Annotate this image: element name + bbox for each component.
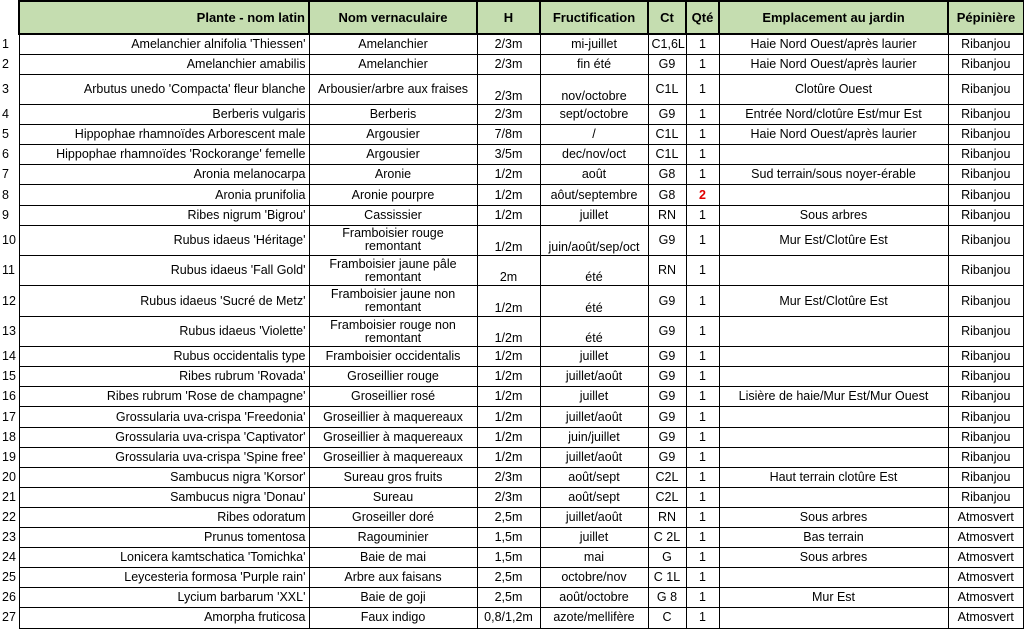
vernacular-name-cell[interactable]: Groseillier rosé (309, 387, 477, 407)
latin-name-cell[interactable]: Ribes odoratum (19, 507, 309, 527)
height-cell[interactable]: 2/3m (477, 34, 540, 54)
table-row (0, 286, 1024, 316)
latin-name-cell[interactable]: Lonicera kamtschatica 'Tomichka' (19, 548, 309, 568)
height-cell[interactable]: 0,8/1,2m (477, 608, 540, 628)
table-row (0, 347, 1024, 367)
location-cell[interactable] (719, 568, 948, 588)
height-cell[interactable]: 2,5m (477, 507, 540, 527)
vernacular-name-cell[interactable]: Baie de goji (309, 588, 477, 608)
container-cell[interactable]: G9 (648, 347, 686, 367)
latin-name-cell[interactable]: Ribes rubrum 'Rovada' (19, 367, 309, 387)
nursery-cell[interactable]: Ribanjou (948, 467, 1024, 487)
height-cell[interactable]: 1/2m (477, 165, 540, 185)
table-row (0, 165, 1024, 185)
nursery-cell[interactable]: Atmosvert (948, 588, 1024, 608)
height-cell[interactable]: 1/2m (477, 316, 540, 346)
quantity-cell[interactable]: 1 (686, 427, 719, 447)
nursery-cell[interactable]: Ribanjou (948, 165, 1024, 185)
container-cell[interactable]: C1L (648, 125, 686, 145)
quantity-cell[interactable]: 1 (686, 407, 719, 427)
nursery-cell[interactable]: Ribanjou (948, 105, 1024, 125)
table-row (0, 205, 1024, 225)
header-row (0, 1, 1024, 34)
latin-name-cell[interactable]: Hippophae rhamnoïdes 'Rockorange' femelle (19, 145, 309, 165)
latin-name-cell[interactable]: Aronia melanocarpa (19, 165, 309, 185)
row-number-cell: 8 (2, 187, 9, 202)
nursery-cell[interactable]: Ribanjou (948, 145, 1024, 165)
nursery-cell[interactable]: Atmosvert (948, 507, 1024, 527)
fructification-cell[interactable]: août/sept (540, 467, 648, 487)
container-cell[interactable]: G8 (648, 185, 686, 205)
row-number-cell: 13 (2, 324, 16, 338)
table-row (0, 387, 1024, 407)
vernacular-name-cell[interactable]: Framboisier occidentalis (309, 347, 477, 367)
location-cell[interactable]: Sous arbres (719, 507, 948, 527)
container-cell[interactable]: C 1L (648, 568, 686, 588)
container-cell[interactable]: G 8 (648, 588, 686, 608)
nursery-cell[interactable]: Ribanjou (948, 256, 1024, 286)
container-cell[interactable]: C 2L (648, 528, 686, 548)
row-number-cell: 12 (2, 293, 16, 308)
row-number-cell: 10 (2, 232, 16, 247)
container-cell[interactable]: G9 (648, 387, 686, 407)
container-cell[interactable]: C2L (648, 467, 686, 487)
vernacular-name-cell[interactable]: Cassissier (309, 205, 477, 225)
container-cell[interactable]: G9 (648, 316, 686, 346)
fructification-cell[interactable]: juin/juillet (540, 427, 648, 447)
table-row (0, 225, 1024, 255)
vernacular-name-cell[interactable]: Arbousier/arbre aux fraises (309, 74, 477, 104)
latin-name-cell[interactable]: Grossularia uva-crispa 'Freedonia' (19, 407, 309, 427)
nursery-cell[interactable]: Atmosvert (948, 568, 1024, 588)
container-cell[interactable]: G8 (648, 165, 686, 185)
table-row (0, 487, 1024, 507)
fructification-cell[interactable]: juillet/août (540, 367, 648, 387)
quantity-cell[interactable]: 1 (686, 74, 719, 104)
nursery-cell[interactable]: Atmosvert (948, 608, 1024, 628)
vernacular-name-cell[interactable]: Framboisier rouge non remontant (309, 316, 477, 346)
quantity-cell[interactable]: 1 (686, 54, 719, 74)
fructification-cell[interactable]: nov/octobre (540, 74, 648, 104)
nursery-cell[interactable]: Atmosvert (948, 528, 1024, 548)
quantity-cell[interactable]: 1 (686, 286, 719, 316)
vernacular-name-cell[interactable]: Groseillier à maquereaux (309, 407, 477, 427)
height-cell[interactable]: 1,5m (477, 548, 540, 568)
height-cell[interactable]: 2/3m (477, 487, 540, 507)
quantity-cell[interactable]: 1 (686, 487, 719, 507)
table-row (0, 367, 1024, 387)
quantity-cell[interactable]: 1 (686, 528, 719, 548)
container-cell[interactable]: RN (648, 205, 686, 225)
fructification-cell[interactable]: juillet (540, 205, 648, 225)
table-row (0, 528, 1024, 548)
container-cell[interactable]: G9 (648, 105, 686, 125)
row-number-cell: 18 (2, 429, 16, 444)
quantity-cell[interactable]: 1 (686, 105, 719, 125)
quantity-cell[interactable]: 1 (686, 34, 719, 54)
container-cell[interactable]: G9 (648, 286, 686, 316)
row-number-cell: 11 (2, 263, 15, 278)
quantity-cell[interactable]: 1 (686, 205, 719, 225)
row-number-cell: 21 (2, 489, 16, 504)
row-number-cell: 2 (2, 56, 9, 71)
row-number-cell: 23 (2, 530, 16, 545)
container-cell[interactable]: G9 (648, 407, 686, 427)
quantity-cell[interactable]: 1 (686, 507, 719, 527)
location-cell[interactable]: Mur Est (719, 588, 948, 608)
location-cell[interactable] (719, 447, 948, 467)
location-cell[interactable]: Haut terrain clotûre Est (719, 467, 948, 487)
latin-name-cell[interactable]: Rubus occidentalis type (19, 347, 309, 367)
fructification-cell[interactable]: juillet/août (540, 447, 648, 467)
row-number-cell: 15 (2, 369, 16, 384)
row-number-cell: 1 (2, 36, 9, 51)
latin-name-cell[interactable]: Leycesteria formosa 'Purple rain' (19, 568, 309, 588)
vernacular-name-cell[interactable]: Faux indigo (309, 608, 477, 628)
row-number-cell: 3 (2, 81, 9, 96)
row-number-cell: 19 (2, 449, 16, 464)
fructification-cell[interactable]: août/sept (540, 487, 648, 507)
row-number-cell: 16 (2, 389, 16, 404)
vernacular-name-cell[interactable]: Amelanchier (309, 34, 477, 54)
nursery-cell[interactable]: Atmosvert (948, 548, 1024, 568)
latin-name-cell[interactable]: Prunus tomentosa (19, 528, 309, 548)
latin-name-cell[interactable]: Grossularia uva-crispa 'Spine free' (19, 447, 309, 467)
height-cell[interactable]: 1/2m (477, 407, 540, 427)
height-cell[interactable]: 7/8m (477, 125, 540, 145)
quantity-cell[interactable]: 1 (686, 367, 719, 387)
fructification-cell[interactable]: été (540, 256, 648, 286)
location-cell[interactable] (719, 407, 948, 427)
nursery-cell[interactable]: Ribanjou (948, 316, 1024, 346)
table-row (0, 74, 1024, 104)
table-row (0, 125, 1024, 145)
vernacular-name-cell[interactable]: Arbre aux faisans (309, 568, 477, 588)
nursery-cell[interactable]: Ribanjou (948, 367, 1024, 387)
table-row (0, 256, 1024, 286)
height-cell[interactable]: 1/2m (477, 347, 540, 367)
location-cell[interactable]: Mur Est/Clotûre Est (719, 225, 948, 255)
location-cell[interactable]: Sous arbres (719, 548, 948, 568)
quantity-cell[interactable]: 1 (686, 316, 719, 346)
row-number-cell: 7 (2, 167, 9, 182)
header-vernaculaire[interactable]: Nom vernaculaire (309, 1, 477, 34)
latin-name-cell[interactable]: Amorpha fruticosa (19, 608, 309, 628)
row-number-cell: 24 (2, 550, 16, 565)
height-cell[interactable]: 1,5m (477, 528, 540, 548)
table-row (0, 185, 1024, 205)
height-cell[interactable]: 1/2m (477, 447, 540, 467)
location-cell[interactable] (719, 316, 948, 346)
row-number-cell: 5 (2, 127, 9, 142)
location-cell[interactable]: Haie Nord Ouest/après laurier (719, 34, 948, 54)
quantity-cell[interactable]: 1 (686, 145, 719, 165)
row-number-cell: 17 (2, 409, 16, 424)
fructification-cell[interactable]: août/octobre (540, 588, 648, 608)
table-row (0, 447, 1024, 467)
header-pepiniere[interactable]: Pépinière (948, 1, 1024, 34)
vernacular-name-cell[interactable]: Argousier (309, 125, 477, 145)
vernacular-name-cell[interactable]: Groseillier à maquereaux (309, 427, 477, 447)
location-cell[interactable] (719, 608, 948, 628)
vernacular-name-cell[interactable]: Groseillier à maquereaux (309, 447, 477, 467)
container-cell[interactable]: C1,6L (648, 34, 686, 54)
vernacular-name-cell[interactable]: Framboisier rouge remontant (309, 225, 477, 255)
vernacular-name-cell[interactable]: Baie de mai (309, 548, 477, 568)
container-cell[interactable]: C (648, 608, 686, 628)
location-cell[interactable] (719, 347, 948, 367)
fructification-cell[interactable]: juillet (540, 528, 648, 548)
height-cell[interactable]: 2/3m (477, 105, 540, 125)
vernacular-name-cell[interactable]: Sureau gros fruits (309, 467, 477, 487)
fructification-cell[interactable]: juillet (540, 347, 648, 367)
height-cell[interactable]: 2m (477, 256, 540, 286)
location-cell[interactable]: Lisière de haie/Mur Est/Mur Ouest (719, 387, 948, 407)
location-cell[interactable] (719, 367, 948, 387)
nursery-cell[interactable]: Ribanjou (948, 407, 1024, 427)
vernacular-name-cell[interactable]: Groseiller doré (309, 507, 477, 527)
nursery-cell[interactable]: Ribanjou (948, 185, 1024, 205)
location-cell[interactable] (719, 487, 948, 507)
quantity-cell[interactable]: 1 (686, 608, 719, 628)
table-row (0, 407, 1024, 427)
latin-name-cell[interactable]: Amelanchier alnifolia 'Thiessen' (19, 34, 309, 54)
vernacular-name-cell[interactable]: Aronie (309, 165, 477, 185)
fructification-cell[interactable]: juillet/août (540, 507, 648, 527)
vernacular-name-cell[interactable]: Groseillier rouge (309, 367, 477, 387)
fructification-cell[interactable]: mai (540, 548, 648, 568)
quantity-cell[interactable]: 2 (686, 185, 719, 205)
latin-name-cell[interactable]: Rubus idaeus 'Fall Gold' (19, 256, 309, 286)
quantity-cell[interactable]: 1 (686, 548, 719, 568)
location-cell[interactable]: Mur Est/Clotûre Est (719, 286, 948, 316)
quantity-cell[interactable]: 1 (686, 588, 719, 608)
table-row (0, 548, 1024, 568)
nursery-cell[interactable]: Ribanjou (948, 447, 1024, 467)
quantity-cell[interactable]: 1 (686, 568, 719, 588)
header-emplacement[interactable]: Emplacement au jardin (719, 1, 948, 34)
vernacular-name-cell[interactable]: Framboisier jaune pâle remontant (309, 256, 477, 286)
row-number-cell: 4 (2, 107, 9, 122)
nursery-cell[interactable]: Ribanjou (948, 225, 1024, 255)
header-fructification[interactable]: Fructification (540, 1, 648, 34)
quantity-cell[interactable]: 1 (686, 387, 719, 407)
container-cell[interactable]: G9 (648, 427, 686, 447)
fructification-cell[interactable]: août (540, 165, 648, 185)
fructification-cell[interactable]: mi-juillet (540, 34, 648, 54)
nursery-cell[interactable]: Ribanjou (948, 427, 1024, 447)
height-cell[interactable]: 1/2m (477, 427, 540, 447)
height-cell[interactable]: 1/2m (477, 367, 540, 387)
latin-name-cell[interactable]: Ribes rubrum 'Rose de champagne' (19, 387, 309, 407)
row-number-cell: 25 (2, 570, 16, 585)
latin-name-cell[interactable]: Sambucus nigra 'Korsor' (19, 467, 309, 487)
quantity-cell[interactable]: 1 (686, 447, 719, 467)
quantity-cell[interactable]: 1 (686, 256, 719, 286)
vernacular-name-cell[interactable]: Argousier (309, 145, 477, 165)
row-number-cell: 9 (2, 207, 9, 222)
location-cell[interactable] (719, 427, 948, 447)
table-row (0, 507, 1024, 527)
latin-name-cell[interactable]: Rubus idaeus 'Violette' (19, 316, 309, 346)
height-cell[interactable]: 1/2m (477, 205, 540, 225)
row-number-cell: 26 (2, 590, 16, 605)
table-row (0, 34, 1024, 54)
row-number-cell: 14 (2, 349, 16, 364)
height-cell[interactable]: 1/2m (477, 286, 540, 316)
container-cell[interactable]: G9 (648, 367, 686, 387)
latin-name-cell[interactable]: Amelanchier amabilis (19, 54, 309, 74)
nursery-cell[interactable]: Ribanjou (948, 347, 1024, 367)
latin-name-cell[interactable]: Rubus idaeus 'Héritage' (19, 225, 309, 255)
container-cell[interactable]: G9 (648, 54, 686, 74)
fructification-cell[interactable]: été (540, 316, 648, 346)
location-cell[interactable]: Sud terrain/sous noyer-érable (719, 165, 948, 185)
location-cell[interactable]: Haie Nord Ouest/après laurier (719, 125, 948, 145)
fructification-cell[interactable]: / (540, 125, 648, 145)
vernacular-name-cell[interactable]: Berberis (309, 105, 477, 125)
row-number-cell: 20 (2, 469, 16, 484)
table-row (0, 316, 1024, 346)
table-row (0, 427, 1024, 447)
fructification-cell[interactable]: dec/nov/oct (540, 145, 648, 165)
table-row (0, 568, 1024, 588)
latin-name-cell[interactable]: Arbutus unedo 'Compacta' fleur blanche (19, 74, 309, 104)
container-cell[interactable]: C1L (648, 145, 686, 165)
vernacular-name-cell[interactable]: Ragouminier (309, 528, 477, 548)
quantity-cell[interactable]: 1 (686, 467, 719, 487)
container-cell[interactable]: C2L (648, 487, 686, 507)
height-cell[interactable]: 1/2m (477, 185, 540, 205)
height-cell[interactable]: 2,5m (477, 568, 540, 588)
row-number-cell: 6 (2, 147, 9, 162)
table-row (0, 608, 1024, 628)
location-cell[interactable]: Sous arbres (719, 205, 948, 225)
latin-name-cell[interactable]: Lycium barbarum 'XXL' (19, 588, 309, 608)
location-cell[interactable] (719, 185, 948, 205)
height-cell[interactable]: 2/3m (477, 467, 540, 487)
vernacular-name-cell[interactable]: Framboisier jaune non remontant (309, 286, 477, 316)
fructification-cell[interactable]: été (540, 286, 648, 316)
quantity-cell[interactable]: 1 (686, 165, 719, 185)
height-cell[interactable]: 2/3m (477, 74, 540, 104)
nursery-cell[interactable]: Ribanjou (948, 286, 1024, 316)
fructification-cell[interactable]: fin été (540, 54, 648, 74)
fructification-cell[interactable]: juillet/août (540, 407, 648, 427)
location-cell[interactable]: Clotûre Ouest (719, 74, 948, 104)
fructification-cell[interactable]: sept/octobre (540, 105, 648, 125)
container-cell[interactable]: RN (648, 256, 686, 286)
quantity-cell[interactable]: 1 (686, 125, 719, 145)
height-cell[interactable]: 3/5m (477, 145, 540, 165)
nursery-cell[interactable]: Ribanjou (948, 205, 1024, 225)
nursery-cell[interactable]: Ribanjou (948, 74, 1024, 104)
height-cell[interactable]: 1/2m (477, 387, 540, 407)
location-cell[interactable] (719, 145, 948, 165)
table-row (0, 105, 1024, 125)
latin-name-cell[interactable]: Berberis vulgaris (19, 105, 309, 125)
header-qte[interactable]: Qté (686, 1, 719, 34)
quantity-cell[interactable]: 1 (686, 225, 719, 255)
nursery-cell[interactable]: Ribanjou (948, 387, 1024, 407)
header-ct[interactable]: Ct (648, 1, 686, 34)
nursery-cell[interactable]: Ribanjou (948, 54, 1024, 74)
location-cell[interactable]: Entrée Nord/clotûre Est/mur Est (719, 105, 948, 125)
fructification-cell[interactable]: aôut/septembre (540, 185, 648, 205)
vernacular-name-cell[interactable]: Amelanchier (309, 54, 477, 74)
vernacular-name-cell[interactable]: Sureau (309, 487, 477, 507)
latin-name-cell[interactable]: Grossularia uva-crispa 'Captivator' (19, 427, 309, 447)
latin-name-cell[interactable]: Ribes nigrum 'Bigrou' (19, 205, 309, 225)
height-cell[interactable]: 1/2m (477, 225, 540, 255)
container-cell[interactable]: G9 (648, 225, 686, 255)
fructification-cell[interactable]: juillet (540, 387, 648, 407)
height-cell[interactable]: 2,5m (477, 588, 540, 608)
nursery-cell[interactable]: Ribanjou (948, 487, 1024, 507)
corner-cell (0, 1, 19, 34)
latin-name-cell[interactable]: Sambucus nigra 'Donau' (19, 487, 309, 507)
location-cell[interactable] (719, 256, 948, 286)
table-row (0, 588, 1024, 608)
container-cell[interactable]: G9 (648, 447, 686, 467)
container-cell[interactable]: C1L (648, 74, 686, 104)
fructification-cell[interactable]: azote/mellifère (540, 608, 648, 628)
location-cell[interactable]: Bas terrain (719, 528, 948, 548)
table-row (0, 54, 1024, 74)
container-cell[interactable]: RN (648, 507, 686, 527)
location-cell[interactable]: Haie Nord Ouest/après laurier (719, 54, 948, 74)
container-cell[interactable]: G (648, 548, 686, 568)
fructification-cell[interactable]: juin/août/sep/oct (540, 225, 648, 255)
latin-name-cell[interactable]: Hippophae rhamnoïdes Arborescent male (19, 125, 309, 145)
vernacular-name-cell[interactable]: Aronie pourpre (309, 185, 477, 205)
quantity-cell[interactable]: 1 (686, 347, 719, 367)
latin-name-cell[interactable]: Rubus idaeus 'Sucré de Metz' (19, 286, 309, 316)
header-plante[interactable]: Plante - nom latin (19, 1, 309, 34)
header-h[interactable]: H (477, 1, 540, 34)
table-row (0, 145, 1024, 165)
table-row (0, 467, 1024, 487)
nursery-cell[interactable]: Ribanjou (948, 34, 1024, 54)
row-number-cell: 27 (2, 610, 16, 625)
height-cell[interactable]: 2/3m (477, 54, 540, 74)
fructification-cell[interactable]: octobre/nov (540, 568, 648, 588)
nursery-cell[interactable]: Ribanjou (948, 125, 1024, 145)
row-number-cell: 22 (2, 510, 16, 524)
latin-name-cell[interactable]: Aronia prunifolia (19, 185, 309, 205)
